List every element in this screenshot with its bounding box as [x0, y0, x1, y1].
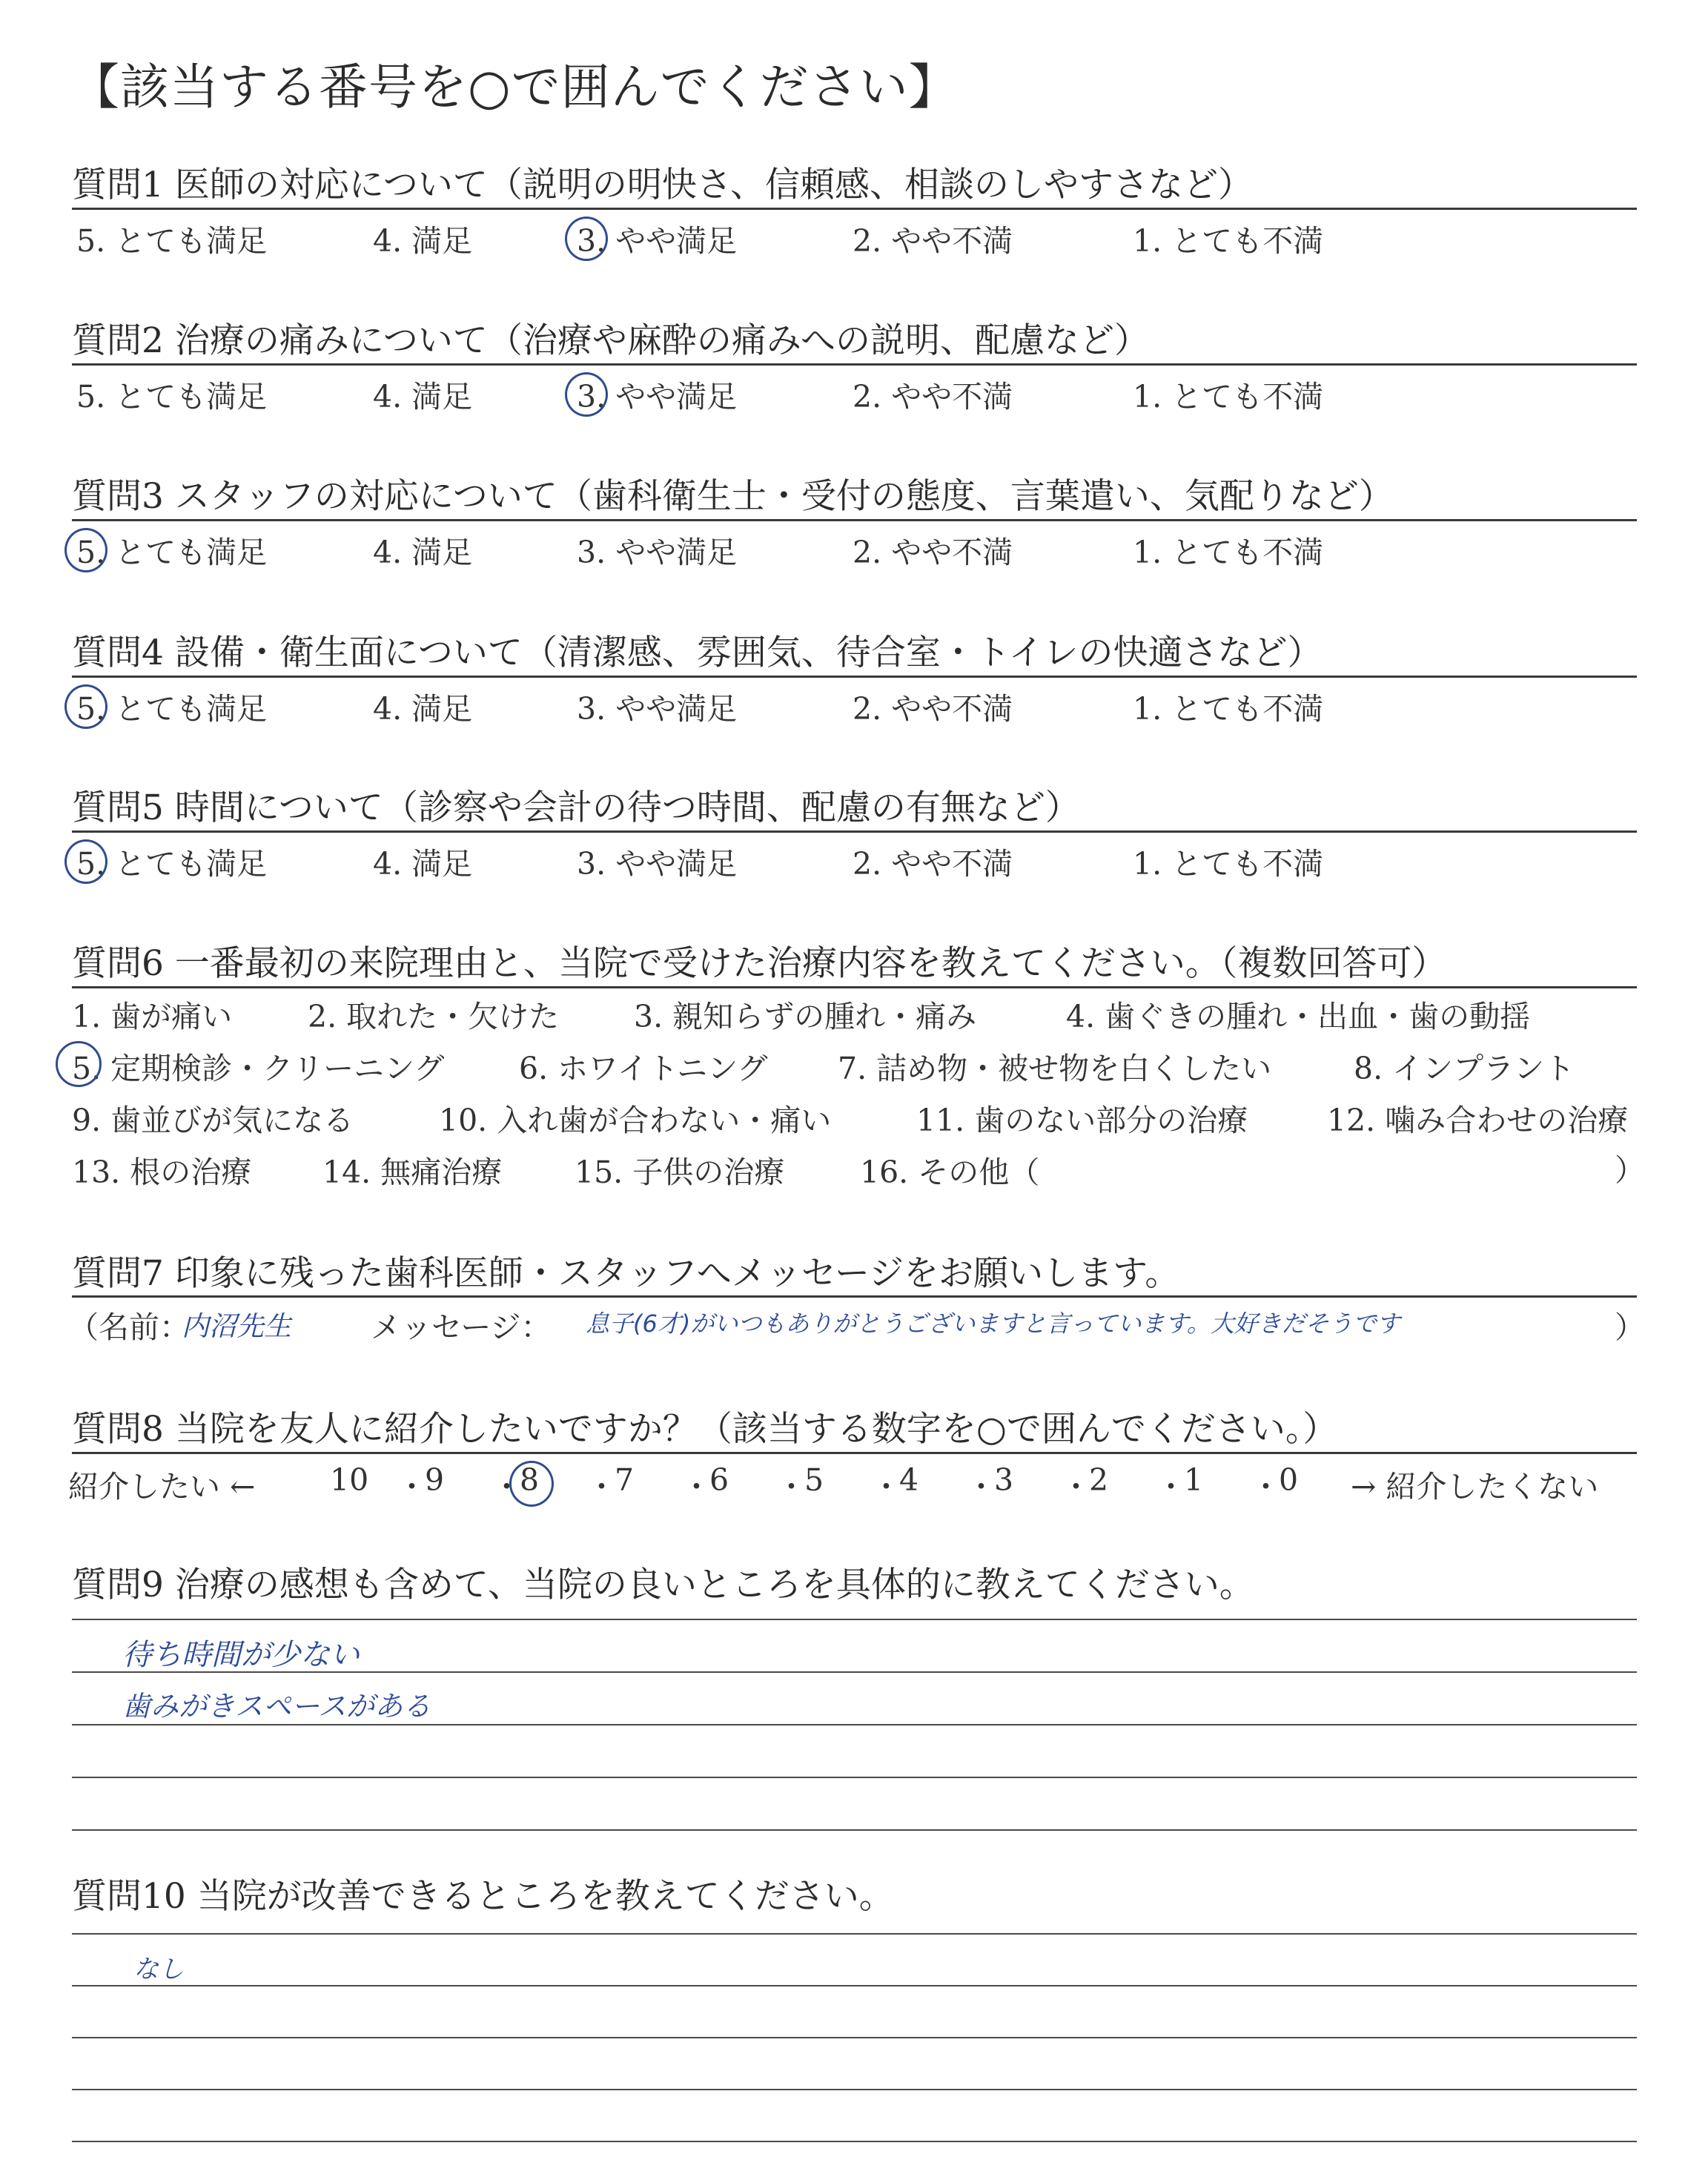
- q8-scale-7[interactable]: 7: [615, 1462, 635, 1498]
- q5-rule: [72, 830, 1637, 833]
- q4-option-4[interactable]: 4. 満足: [373, 691, 473, 727]
- q8-separator: ・: [491, 1469, 522, 1505]
- q8-separator: ・: [397, 1469, 427, 1505]
- q2-selected-circle: [565, 372, 608, 417]
- q2-option-5[interactable]: 5. とても満足: [76, 379, 268, 415]
- q5-option-5[interactable]: 5. とても満足: [76, 846, 268, 882]
- q8-scale-2[interactable]: 2: [1089, 1462, 1109, 1498]
- q2-option-4[interactable]: 4. 満足: [373, 379, 473, 415]
- form-title: 【該当する番号を○で囲んでください】: [70, 59, 959, 116]
- q1-option-3[interactable]: 3. やや満足: [577, 223, 738, 259]
- q7-rule: [72, 1295, 1637, 1298]
- q6-option-12[interactable]: 12. 噛み合わせの治療: [1327, 1103, 1629, 1138]
- q8-scale-3[interactable]: 3: [994, 1462, 1014, 1498]
- q6-option-6[interactable]: 6. ホワイトニング: [519, 1051, 768, 1086]
- q8-separator: ・: [966, 1469, 996, 1505]
- q6-rule: [72, 986, 1637, 988]
- q6-title: 質問6 一番最初の来院理由と、当院で受けた治療内容を教えてください。（複数回答可）: [72, 943, 1447, 984]
- q1-title: 質問1 医師の対応について（説明の明快さ、信頼感、相談のしやすさなど）: [72, 165, 1254, 205]
- q5-option-1[interactable]: 1. とても不満: [1133, 846, 1324, 882]
- q8-separator: ・: [586, 1469, 617, 1505]
- q3-selected-circle: [64, 528, 107, 572]
- q1-option-4[interactable]: 4. 満足: [373, 223, 473, 259]
- q6-option-15[interactable]: 15. 子供の治療: [575, 1155, 785, 1190]
- q8-separator: ・: [1061, 1469, 1091, 1505]
- q2-rule: [72, 363, 1637, 366]
- q9-answer-1[interactable]: 待ち時間が少ない: [122, 1638, 360, 1672]
- q9-line-4: [72, 1777, 1637, 1778]
- q5-selected-circle: [64, 839, 107, 884]
- q3-title: 質問3 スタッフの対応について（歯科衛生士・受付の態度、言葉遣い、気配りなど）: [72, 476, 1394, 517]
- q5-option-3[interactable]: 3. やや満足: [577, 846, 738, 882]
- q1-option-2[interactable]: 2. やや不満: [853, 223, 1013, 259]
- q6-option-4[interactable]: 4. 歯ぐきの腫れ・出血・歯の動揺: [1066, 999, 1531, 1034]
- q7-message-value[interactable]: 息子(6才)がいつもありがとうございますと言っています。大好きだそうです: [586, 1309, 1400, 1338]
- q8-selected-circle: [509, 1461, 554, 1507]
- q8-separator: ・: [1156, 1469, 1186, 1505]
- q3-option-4[interactable]: 4. 満足: [373, 535, 473, 570]
- q6-option-9[interactable]: 9. 歯並びが気になる: [72, 1103, 354, 1138]
- q3-option-2[interactable]: 2. やや不満: [853, 535, 1013, 570]
- q7-close-paren: ）: [1615, 1309, 1645, 1345]
- q4-option-2[interactable]: 2. やや不満: [853, 691, 1013, 727]
- q8-title: 質問8 当院を友人に紹介したいですか？（該当する数字を○で囲んでください。）: [72, 1409, 1338, 1450]
- q6-option-7[interactable]: 7. 詰め物・被せ物を白くしたい: [838, 1051, 1272, 1086]
- q5-option-4[interactable]: 4. 満足: [373, 846, 473, 882]
- q8-scale-5[interactable]: 5: [804, 1462, 824, 1498]
- q6-option-1[interactable]: 1. 歯が痛い: [72, 999, 233, 1034]
- q1-selected-circle: [565, 217, 608, 261]
- q8-left-label: 紹介したい ←: [68, 1469, 256, 1505]
- q10-title: 質問10 当院が改善できるところを教えてください。: [72, 1876, 894, 1917]
- q2-option-3[interactable]: 3. やや満足: [577, 379, 738, 415]
- q1-rule: [72, 208, 1637, 210]
- q3-option-1[interactable]: 1. とても不満: [1133, 535, 1324, 570]
- q1-option-1[interactable]: 1. とても不満: [1133, 223, 1324, 259]
- q7-name-value[interactable]: 内沼先生: [182, 1310, 291, 1342]
- q5-title: 質問5 時間について（診察や会計の待つ時間、配慮の有無など）: [72, 787, 1080, 828]
- q1-option-5[interactable]: 5. とても満足: [76, 223, 268, 259]
- q6-option-14[interactable]: 14. 無痛治療: [322, 1155, 503, 1190]
- q7-name-label: （名前：: [68, 1309, 190, 1345]
- q6-option-8[interactable]: 8. インプラント: [1354, 1051, 1575, 1086]
- q6-option-2[interactable]: 2. 取れた・欠けた: [308, 999, 560, 1034]
- q8-separator: ・: [1251, 1469, 1281, 1505]
- q2-option-2[interactable]: 2. やや不満: [853, 379, 1013, 415]
- q9-answer-2[interactable]: 歯みがきスペースがある: [122, 1690, 431, 1723]
- q10-line-3: [72, 2037, 1637, 2038]
- q9-line-1: [72, 1619, 1637, 1620]
- q3-rule: [72, 519, 1637, 521]
- q6-option-3[interactable]: 3. 親知らずの腫れ・痛み: [634, 999, 977, 1034]
- q3-option-3[interactable]: 3. やや満足: [577, 535, 738, 570]
- q8-separator: ・: [681, 1469, 712, 1505]
- q10-line-5: [72, 2141, 1637, 2142]
- q8-scale-1[interactable]: 1: [1184, 1462, 1204, 1498]
- q6-option-13[interactable]: 13. 根の治療: [72, 1155, 252, 1190]
- q9-title: 質問9 治療の感想も含めて、当院の良いところを具体的に教えてください。: [72, 1565, 1254, 1605]
- q6-selected-circle: [56, 1041, 102, 1087]
- q8-scale-0[interactable]: 0: [1279, 1462, 1299, 1498]
- q10-line-1: [72, 1933, 1637, 1935]
- q8-rule: [72, 1452, 1637, 1454]
- q4-option-5[interactable]: 5. とても満足: [76, 691, 268, 727]
- q3-option-5[interactable]: 5. とても満足: [76, 535, 268, 570]
- q6-option-5[interactable]: 5. 定期検診・クリーニング: [72, 1051, 445, 1086]
- q4-rule: [72, 676, 1637, 678]
- q8-scale-6[interactable]: 6: [709, 1462, 729, 1498]
- q4-option-3[interactable]: 3. やや満足: [577, 691, 738, 727]
- q6-option-10[interactable]: 10. 入れ歯が合わない・痛い: [439, 1103, 832, 1138]
- q9-line-5: [72, 1829, 1637, 1831]
- q8-right-label: → 紹介したくない: [1351, 1469, 1599, 1505]
- q10-line-4: [72, 2089, 1637, 2090]
- q2-option-1[interactable]: 1. とても不満: [1133, 379, 1324, 415]
- q7-message-label: メッセージ：: [371, 1309, 552, 1345]
- q8-scale-10[interactable]: 10: [330, 1462, 369, 1498]
- q8-scale-9[interactable]: 9: [425, 1462, 445, 1498]
- q7-title: 質問7 印象に残った歯科医師・スタッフへメッセージをお願いします。: [72, 1253, 1180, 1294]
- q8-separator: ・: [776, 1469, 807, 1505]
- q8-scale-4[interactable]: 4: [899, 1462, 919, 1498]
- q6-option-11[interactable]: 11. 歯のない部分の治療: [916, 1103, 1248, 1138]
- q4-selected-circle: [64, 684, 107, 729]
- q4-option-1[interactable]: 1. とても不満: [1133, 691, 1324, 727]
- q6-option-16[interactable]: 16. その他（: [860, 1155, 1040, 1190]
- q9-line-3: [72, 1724, 1637, 1725]
- q10-line-2: [72, 1985, 1637, 1986]
- q6-close-paren: ）: [1615, 1152, 1645, 1188]
- q8-scale-8[interactable]: 8: [520, 1462, 540, 1498]
- q2-title: 質問2 治療の痛みについて（治療や麻酔の痛みへの説明、配慮など）: [72, 320, 1149, 361]
- q4-title: 質問4 設備・衛生面について（清潔感、雰囲気、待合室・トイレの快適さなど）: [72, 633, 1323, 673]
- q10-answer-1[interactable]: なし: [133, 1955, 184, 1984]
- q5-option-2[interactable]: 2. やや不満: [853, 846, 1013, 882]
- q8-separator: ・: [871, 1469, 901, 1505]
